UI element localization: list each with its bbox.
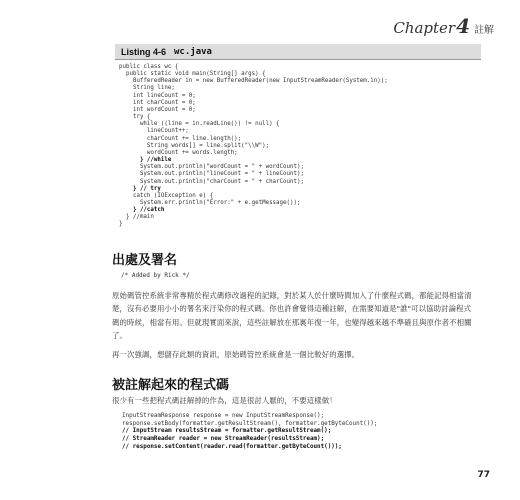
code-line: response.setBody(formatter.getResultStream(), formatter.getByteCount()); [122,420,378,427]
code-line: try { [119,114,151,121]
chapter-header [393,14,494,38]
code-line: BufferedReader in = new BufferedReader(new InputStreamReader(System.in)); [119,78,388,85]
code-line: // response.setContent(reader.read(formatter.getByteCount())); [122,443,342,450]
section-title-attribution: 出處及署名 [112,253,178,268]
code-line: } //while [119,157,172,164]
code-line: String words[] = line.split("\\W"); [119,142,270,149]
commented-code-paragraph: 很少有一些把程式碼註解掉的作為，這是很討人厭的，不要這樣做！ [112,396,337,405]
code-line: InputStreamResponse response = new InputStreamResponse(); [122,413,325,419]
listing-label: Listing 4-6 [121,46,167,57]
attribution-summary-paragraph: 再一次強調，想儲存此類的資訊，原始碼管控系統會是一個比較好的選擇。 [112,350,360,359]
code-line: charCount += line.length(); [119,135,242,142]
code-line: // InputStream resultsStream = formatter.getResultStream(); [122,428,332,435]
code-line: System.err.println("Error:" + e.getMessage()); [119,199,301,206]
code-line: System.out.println("lineCount = " + lineCount); [119,171,304,178]
code-line: wordCount += words.length; [119,149,238,156]
code-line: int lineCount = 0; [119,92,196,99]
code-line: int wordCount = 0; [119,106,196,113]
section-title-commented-code: 被註解起來的程式碼 [112,378,230,393]
listing-code-block [119,64,388,229]
listing-title-bar [115,44,481,60]
code-line: catch (IOException e) { [119,192,214,199]
code-line: } // try [119,185,161,192]
code-line: while ((line = in.readLine()) != null) { [119,121,280,128]
chapter-title: 註解 [474,25,494,36]
code-line: } //main [119,214,154,221]
code-line: String line; [119,85,175,92]
attribution-paragraph: 原始碼管控系統非常專精於程式碼修改過程的記錄，對於某人於什麼時間加入了什麼程式碼，都能記得相當清楚，沒有必要用小小的署名來汙染你的程式碼。你也許會覺得這種註解，在需要知道是"誰"可以協助討論程式碼的時候，相當有用。但就現實面來說，這些註解放在那裏年復一年，也變得越來越不準確且與原作者不相關了。 [112,291,472,341]
code-line: System.out.println("wordCount = " + wordCount); [119,164,304,171]
chapter-number: 4 [456,14,470,38]
code-line: public class wc { [119,64,179,70]
listing-filename: wc.java [174,46,212,57]
chapter-word: Chapter [393,19,456,37]
page-number: 77 [477,470,490,480]
code-line: lineCount++; [119,128,189,135]
code-line: System.out.println("charCount = " + charCount); [119,178,304,185]
added-by-comment-code: /* Added by Rick */ [121,272,190,279]
commented-code-block [122,413,377,452]
code-line: // StreamReader reader = new StreamReader(resultsStream); [122,436,325,443]
code-line: int charCount = 0; [119,99,196,106]
code-line: } //catch [119,207,165,214]
code-line: public static void main(String[] args) { [119,71,266,78]
code-line: } [119,221,123,228]
